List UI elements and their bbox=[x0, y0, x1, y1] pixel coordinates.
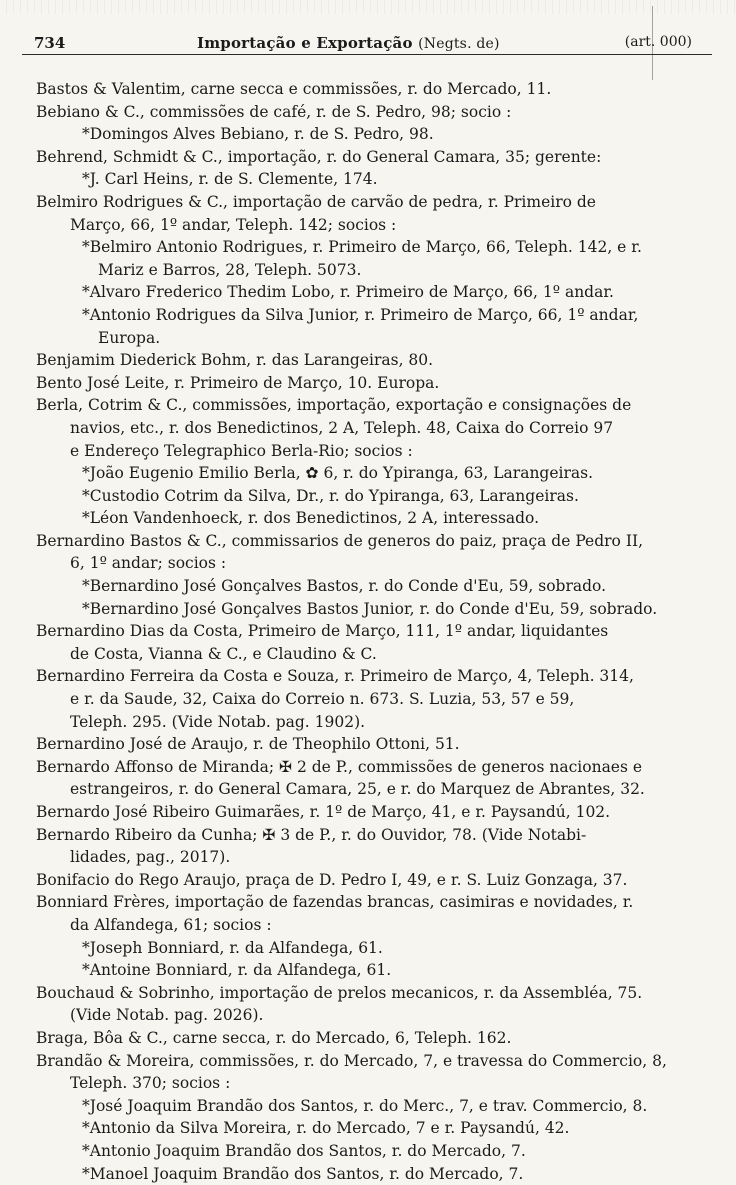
entry-continuation-line: *Bernardino José Gonçalves Bastos Junior, r. do Conde d'Eu, 59, sobrado. bbox=[34, 598, 684, 621]
entry-continuation-line: *Belmiro Antonio Rodrigues, r. Primeiro de Março, 66, Teleph. 142, e r. bbox=[34, 236, 684, 259]
entry-continuation-line: *Antonio Rodrigues da Silva Junior, r. Primeiro de Março, 66, 1º andar, bbox=[34, 304, 684, 327]
page-title bbox=[197, 34, 500, 52]
entry-line: Bastos & Valentim, carne secca e commissões, r. do Mercado, 11. bbox=[34, 78, 684, 101]
page-subtitle: (Negts. de) bbox=[418, 36, 500, 52]
entry-continuation-line: Europa. bbox=[34, 327, 684, 350]
entry-continuation-line: Mariz e Barros, 28, Teleph. 5073. bbox=[34, 259, 684, 282]
entry-continuation-line: *Antonio Joaquim Brandão dos Santos, r. do Mercado, 7. bbox=[34, 1140, 684, 1163]
entry-line: Bonifacio do Rego Araujo, praça de D. Pedro I, 49, e r. S. Luiz Gonzaga, 37. bbox=[34, 869, 684, 892]
entry-continuation-line: *João Eugenio Emilio Berla, ✿ 6, r. do Ypiranga, 63, Larangeiras. bbox=[34, 462, 684, 485]
entry-line: Brandão & Moreira, commissões, r. do Mercado, 7, e travessa do Commercio, 8, bbox=[34, 1050, 684, 1073]
entry-line: Bernardino Bastos & C., commissarios de generos do paiz, praça de Pedro II, bbox=[34, 530, 684, 553]
entry-line: Bento José Leite, r. Primeiro de Março, 10. Europa. bbox=[34, 372, 684, 395]
entry-continuation-line: *Manoel Joaquim Brandão dos Santos, r. do Mercado, 7. bbox=[34, 1163, 684, 1185]
entry-line: Belmiro Rodrigues & C., importação de carvão de pedra, r. Primeiro de bbox=[34, 191, 684, 214]
entry-line: Bernardino José de Araujo, r. de Theophilo Ottoni, 51. bbox=[34, 733, 684, 756]
page-number: 734 bbox=[34, 34, 65, 52]
page-title-text: Importação e Exportação bbox=[197, 34, 413, 52]
entry-continuation-line: e r. da Saude, 32, Caixa do Correio n. 673. S. Luzia, 53, 57 e 59, bbox=[34, 688, 684, 711]
entry-continuation-line: *Domingos Alves Bebiano, r. de S. Pedro, 98. bbox=[34, 123, 684, 146]
entry-line: Behrend, Schmidt & C., importação, r. do General Camara, 35; gerente: bbox=[34, 146, 684, 169]
entry-continuation-line: *Custodio Cotrim da Silva, Dr., r. do Ypiranga, 63, Larangeiras. bbox=[34, 485, 684, 508]
entry-line: Bebiano & C., commissões de café, r. de S. Pedro, 98; socio : bbox=[34, 101, 684, 124]
entry-continuation-line: Teleph. 295. (Vide Notab. pag. 1902). bbox=[34, 711, 684, 734]
entry-continuation-line: *Joseph Bonniard, r. da Alfandega, 61. bbox=[34, 937, 684, 960]
entry-continuation-line: Março, 66, 1º andar, Teleph. 142; socios : bbox=[34, 214, 684, 237]
entry-line: Bonniard Frères, importação de fazendas brancas, casimiras e novidades, r. bbox=[34, 891, 684, 914]
entry-continuation-line: *Alvaro Frederico Thedim Lobo, r. Primeiro de Março, 66, 1º andar. bbox=[34, 281, 684, 304]
entry-line: Bernardo José Ribeiro Guimarães, r. 1º de Março, 41, e r. Paysandú, 102. bbox=[34, 801, 684, 824]
entry-continuation-line: *Léon Vandenhoeck, r. dos Benedictinos, 2 A, interessado. bbox=[34, 507, 684, 530]
entry-line: Benjamim Diederick Bohm, r. das Larangeiras, 80. bbox=[34, 349, 684, 372]
entry-continuation-line: e Endereço Telegraphico Berla-Rio; socios : bbox=[34, 440, 684, 463]
entry-continuation-line: lidades, pag., 2017). bbox=[34, 846, 684, 869]
entry-line: Bouchaud & Sobrinho, importação de prelos mecanicos, r. da Assembléa, 75. bbox=[34, 982, 684, 1005]
entry-line: Berla, Cotrim & C., commissões, importação, exportação e consignações de bbox=[34, 394, 684, 417]
entry-continuation-line: de Costa, Vianna & C., e Claudino & C. bbox=[34, 643, 684, 666]
entry-continuation-line: da Alfandega, 61; socios : bbox=[34, 914, 684, 937]
entry-line: Bernardo Ribeiro da Cunha; ✠ 3 de P., r. do Ouvidor, 78. (Vide Notabi- bbox=[34, 824, 684, 847]
entry-continuation-line: *José Joaquim Brandão dos Santos, r. do Merc., 7, e trav. Commercio, 8. bbox=[34, 1095, 684, 1118]
entry-line: Braga, Bôa & C., carne secca, r. do Mercado, 6, Teleph. 162. bbox=[34, 1027, 684, 1050]
entry-continuation-line: Teleph. 370; socios : bbox=[34, 1072, 684, 1095]
header-right-note: (art. 000) bbox=[625, 34, 692, 50]
entry-continuation-line: estrangeiros, r. do General Camara, 25, e r. do Marquez de Abrantes, 32. bbox=[34, 778, 684, 801]
entry-line: Bernardino Ferreira da Costa e Souza, r. Primeiro de Março, 4, Teleph. 314, bbox=[34, 665, 684, 688]
entry-continuation-line: *Antonio da Silva Moreira, r. do Mercado, 7 e r. Paysandú, 42. bbox=[34, 1117, 684, 1140]
page-header bbox=[22, 34, 712, 55]
entry-line: Bernardo Affonso de Miranda; ✠ 2 de P., commissões de generos nacionaes e bbox=[34, 756, 684, 779]
scan-edge-noise bbox=[0, 0, 736, 14]
entry-continuation-line: *Bernardino José Gonçalves Bastos, r. do Conde d'Eu, 59, sobrado. bbox=[34, 575, 684, 598]
entry-continuation-line: *Antoine Bonniard, r. da Alfandega, 61. bbox=[34, 959, 684, 982]
directory-entries bbox=[34, 78, 684, 1185]
entry-continuation-line: navios, etc., r. dos Benedictinos, 2 A, Teleph. 48, Caixa do Correio 97 bbox=[34, 417, 684, 440]
entry-line: Bernardino Dias da Costa, Primeiro de Março, 111, 1º andar, liquidantes bbox=[34, 620, 684, 643]
entry-continuation-line: 6, 1º andar; socios : bbox=[34, 552, 684, 575]
entry-continuation-line: (Vide Notab. pag. 2026). bbox=[34, 1004, 684, 1027]
entry-continuation-line: *J. Carl Heins, r. de S. Clemente, 174. bbox=[34, 168, 684, 191]
